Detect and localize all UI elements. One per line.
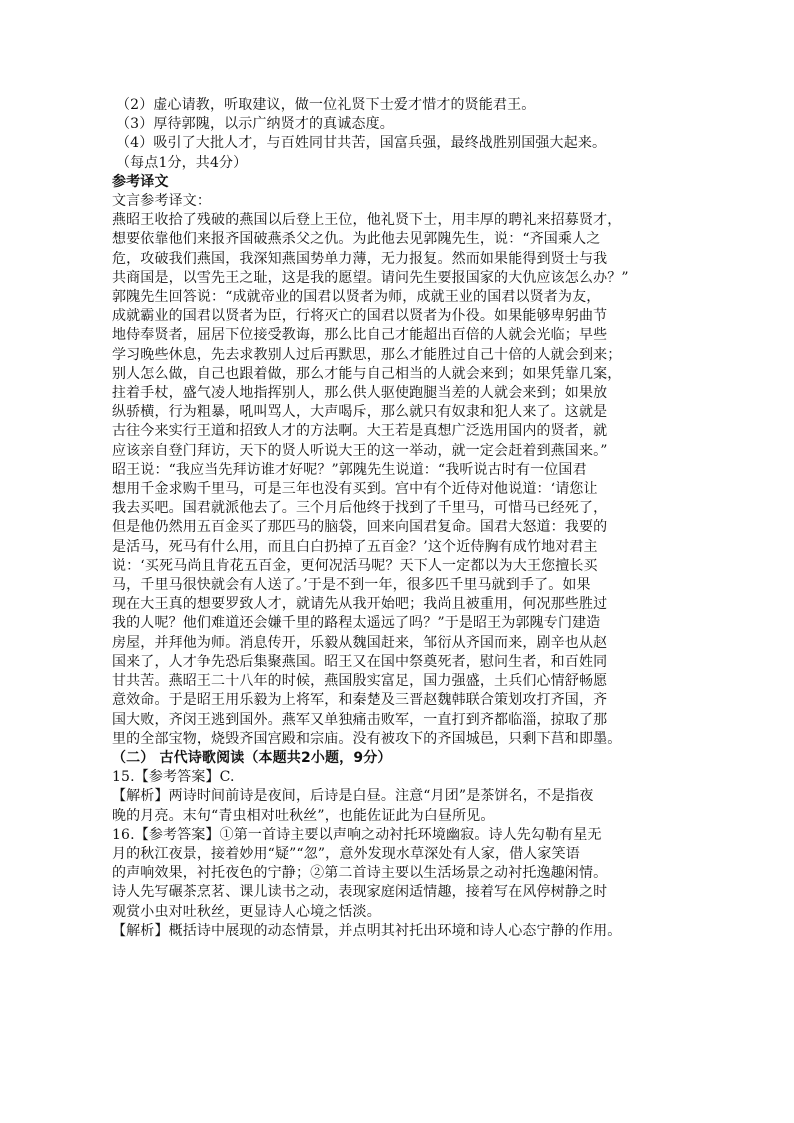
translation-heading: 参考译文 [112, 173, 169, 190]
translation-line: 想用千金求购千里马，可是三年也没有买到。宫中有个近侍对他说道：‘请您让 [112, 481, 598, 498]
translation-subheading: 文言参考译文： [112, 193, 212, 210]
q16-answer: 16.【参考答案】①第一首诗主要以声响之动衬托环境幽寂。诗人先勾勒有星无 [112, 826, 602, 843]
translation-line: 别人怎么做，自己也跟着做，那么才能与自己相当的人就会来到；如果凭靠几案， [112, 365, 622, 382]
question-15 [112, 768, 684, 826]
answer-line-4: （4）吸引了大批人才，与百姓同甘共苦，国富兵强，最终战胜别国强大起来。 [116, 135, 607, 152]
document-page [112, 96, 684, 941]
translation-line: 古往今来实行王道和招致人才的方法啊。大王若是真想广泛选用国内的贤者，就 [112, 423, 608, 440]
translation-line: 但是他仍然用五百金买了那匹马的脑袋，回来向国君复命。国君大怒道：我要的 [112, 519, 608, 536]
translation-line: 我去买吧。国君就派他去了。三个月后他终于找到了千里马，可惜马已经死了， [112, 500, 608, 517]
translation-line: 想要依靠他们来报齐国破燕杀父之仇。为此他去见郭隗先生，说：“齐国乘人之 [112, 231, 601, 248]
q16-answer: 的声响效果，衬托夜色的宁静；②第二首诗主要以生活场景之动衬托逸趣闲情。 [112, 865, 608, 882]
translation-line: 应该亲自登门拜访，天下的贤人听说大王的这一举动，就一定会赶着到燕国来。” [112, 442, 608, 459]
translation-line: 是活马，死马有什么用，而且白白扔掉了五百金？’这个近侍胸有成竹地对君主 [112, 538, 598, 555]
translation-line: 马，千里马很快就会有人送了。’于是不到一年，很多匹千里马就到手了。如果 [112, 577, 591, 594]
translation-line: 里的全部宝物，烧毁齐国宫殿和宗庙。没有被攻下的齐国城邑，只剩下莒和即墨。 [112, 730, 622, 747]
q15-analysis: 【解析】两诗时间前诗是夜间，后诗是白昼。注意“月团”是茶饼名，不是指夜 [112, 788, 594, 805]
section-heading-poetry: （二） 古代诗歌阅读（本题共2小题，9分） [112, 749, 392, 766]
translation-line: 危，攻破我们燕国，我深知燕国势单力薄，无力报复。然而如果能得到贤士与我 [112, 250, 608, 267]
q16-answer: 月的秋江夜景，接着妙用“疑”“忽”，意外发现水草深处有人家，借人家笑语 [112, 845, 580, 862]
translation-line: 拄着手杖，盛气凌人地指挥别人，那么供人驱使跑腿当差的人就会来到；如果放 [112, 385, 608, 402]
translation-line: 郭隗先生回答说：“成就帝业的国君以贤者为师，成就王业的国君以贤者为友， [112, 289, 601, 306]
translation-line: 成就霸业的国君以贤者为臣，行将灭亡的国君以贤者为仆役。如果能够卑躬曲节 [112, 308, 608, 325]
answer-line-3: （3）厚待郭隗，以示广纳贤才的真诚态度。 [116, 116, 394, 133]
scoring-note: （每点1分，共4分） [116, 154, 248, 171]
translation-body [112, 211, 684, 749]
translation-line: 意效命。于是昭王用乐毅为上将军，和秦楚及三晋赵魏韩联合策划攻打齐国，齐 [112, 692, 608, 709]
q16-answer: 观赏小虫对吐秋丝，更显诗人心境之恬淡。 [112, 903, 381, 920]
q16-analysis: 【解析】概括诗中展现的动态情景，并点明其衬托出环境和诗人心态宁静的作用。 [112, 922, 622, 939]
translation-line: 学习晚些休息，先去求教别人过后再默思，那么才能胜过自己十倍的人就会到来； [112, 346, 622, 363]
translation-line: 甘共苦。燕昭王二十八年的时候，燕国殷实富足，国力强盛，土兵们心情舒畅愿 [112, 673, 608, 690]
translation-line: 共商国是，以雪先王之耻，这是我的愿望。请问先生要报国家的大仇应该怎么办？” [112, 269, 629, 286]
translation-line: 我的人呢？他们难道还会嫌千里的路程太遥远了吗？”于是昭王为郭隗专门建造 [112, 615, 601, 632]
translation-line: 国来了，人才争先恐后集聚燕国。昭王又在国中祭奠死者，慰问生者，和百姓同 [112, 653, 608, 670]
translation-line: 昭王说：“我应当先拜访谁才好呢？”郭隗先生说道：“我听说古时有一位国君 [112, 461, 587, 478]
translation-line: 纵骄横，行为粗暴，吼叫骂人，大声喝斥，那么就只有奴隶和犯人来了。这就是 [112, 404, 608, 421]
answer-line-2: （2）虚心请教，听取建议，做一位礼贤下士爱才惜才的贤能君王。 [116, 97, 536, 113]
q15-answer: 15.【参考答案】C. [112, 769, 235, 786]
translation-line: 说：‘买死马尚且肯花五百金，更何况活马呢？天下人一定都以为大王您擅长买 [112, 557, 598, 574]
translation-line: 国大败，齐闵王逃到国外。燕军又单独痛击败军，一直打到齐都临淄，掠取了那 [112, 711, 608, 728]
q16-answer: 诗人先写碾茶烹茗、课儿读书之动，表现家庭闲适情趣，接着写在风停树静之时 [112, 884, 608, 901]
q15-analysis: 晚的月亮。末句“青虫相对吐秋丝”，也能佐证此为白昼所见。 [112, 807, 495, 824]
translation-line: 燕昭王收拾了残破的燕国以后登上王位，他礼贤下士，用丰厚的聘礼来招募贤才， [112, 212, 622, 229]
question-16 [112, 826, 684, 941]
translation-line: 房屋，并拜他为师。消息传开，乐毅从魏国赶来，邹衍从齐国而来，剧辛也从赵 [112, 634, 608, 651]
translation-line: 地侍奉贤者，屈居下位接受教诲，那么比自己才能超出百倍的人就会光临；早些 [112, 327, 608, 344]
translation-line: 现在大王真的想要罗致人才，就请先从我开始吧；我尚且被重用，何况那些胜过 [112, 596, 608, 613]
